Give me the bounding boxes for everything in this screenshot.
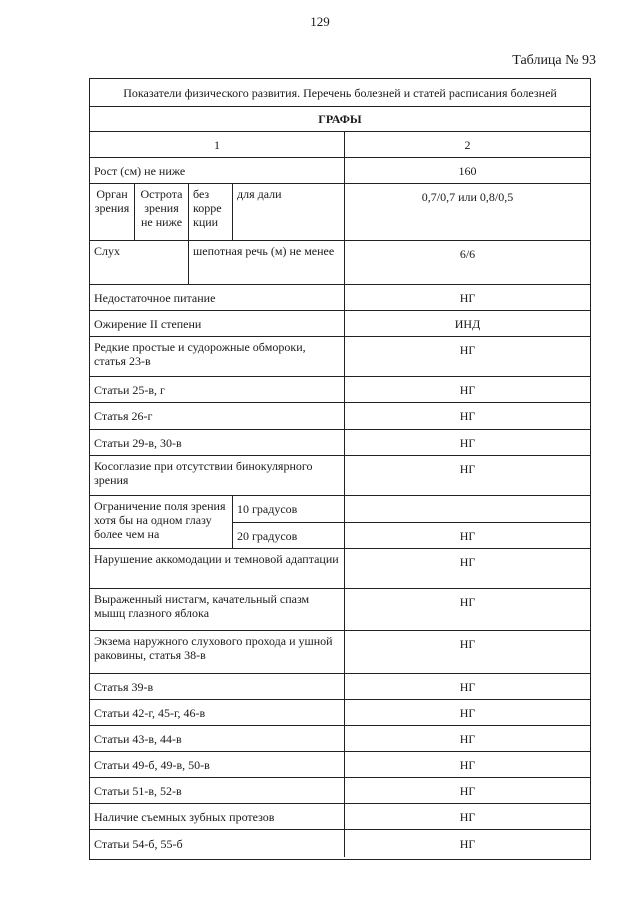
vision-acuity-label: Острота зрения не ниже bbox=[135, 184, 189, 241]
table-row-label: Редкие простые и судорожные обмороки, статья 23-в bbox=[90, 337, 345, 377]
table-row-label: Ожирение II степени bbox=[90, 311, 345, 337]
table-row-label: Нарушение аккомодации и темновой адаптации bbox=[90, 549, 345, 589]
page-number: 129 bbox=[310, 14, 330, 29]
table-row-label: Статьи 25-в, г bbox=[90, 377, 345, 403]
table-row-value: НГ bbox=[345, 403, 590, 430]
table-row-label: Наличие съемных зубных протезов bbox=[90, 804, 345, 830]
table-caption: Таблица № 93 bbox=[512, 53, 596, 68]
table-row-value: НГ bbox=[345, 674, 590, 700]
vision-organ-label: Орган зрения bbox=[90, 184, 135, 241]
field-20-degrees: 20 градусов bbox=[233, 523, 345, 549]
field-of-vision-label: Ограничение поля зрения хотя бы на одном глазу более чем на bbox=[90, 496, 233, 549]
table-row-value: НГ bbox=[345, 456, 590, 496]
table-row-value: НГ bbox=[345, 285, 590, 311]
vision-far-label: для дали bbox=[233, 184, 345, 241]
grafy-header: ГРАФЫ bbox=[90, 107, 590, 132]
table-row-label: Выраженный нистагм, качательный спазм мышц глазного яблока bbox=[90, 589, 345, 631]
table-row-value: НГ bbox=[345, 337, 590, 377]
table-row-value: НГ bbox=[345, 377, 590, 403]
field-10-value bbox=[345, 496, 590, 523]
field-20-value: НГ bbox=[345, 523, 590, 549]
field-10-degrees: 10 градусов bbox=[233, 496, 345, 523]
table-row-value: НГ bbox=[345, 549, 590, 589]
column-number-2: 2 bbox=[345, 132, 590, 158]
vision-no-correction-label: без корре кции bbox=[189, 184, 233, 241]
vision-value: 0,7/0,7 или 0,8/0,5 bbox=[345, 184, 590, 241]
table-row-value: НГ bbox=[345, 804, 590, 830]
table-row-value: НГ bbox=[345, 589, 590, 631]
table-row-value: НГ bbox=[345, 631, 590, 674]
table-row-value: ИНД bbox=[345, 311, 590, 337]
table-row-label: Экзема наружного слухового прохода и ушной раковины, статья 38-в bbox=[90, 631, 345, 674]
table-row-label: Недостаточное питание bbox=[90, 285, 345, 311]
fitness-table bbox=[89, 78, 591, 860]
table-row-label: Статьи 42-г, 45-г, 46-в bbox=[90, 700, 345, 726]
column-number-1: 1 bbox=[90, 132, 345, 158]
table-row-value: НГ bbox=[345, 752, 590, 778]
table-row-value: НГ bbox=[459, 836, 476, 851]
table-row-label: Косоглазие при отсутствии бинокулярного зрения bbox=[90, 456, 345, 496]
table-row-label: Статьи 49-б, 49-в, 50-в bbox=[90, 752, 345, 778]
hearing-value: 6/6 bbox=[345, 241, 590, 285]
table-row-label: Статьи 29-в, 30-в bbox=[90, 430, 345, 456]
height-value: 160 bbox=[345, 158, 590, 184]
table-row-label: Статья 39-в bbox=[90, 674, 345, 700]
table-title: Показатели физического развития. Перечень болезней и статей расписания болезней bbox=[90, 79, 590, 107]
table-row-value: НГ bbox=[345, 430, 590, 456]
height-label: Рост (см) не ниже bbox=[90, 158, 345, 184]
hearing-sub-label: шепотная речь (м) не менее bbox=[189, 241, 345, 285]
table-row-label: Статья 26-г bbox=[90, 403, 345, 430]
table-row-value: НГ bbox=[345, 778, 590, 804]
hearing-label: Слух bbox=[90, 241, 189, 285]
table-row-value: НГ bbox=[345, 700, 590, 726]
table-row-label: Статьи 51-в, 52-в bbox=[90, 778, 345, 804]
table-row-value: НГ bbox=[345, 726, 590, 752]
table-row-label: Статьи 43-в, 44-в bbox=[90, 726, 345, 752]
table-row-label: Статьи 54-б, 55-б bbox=[90, 830, 345, 857]
